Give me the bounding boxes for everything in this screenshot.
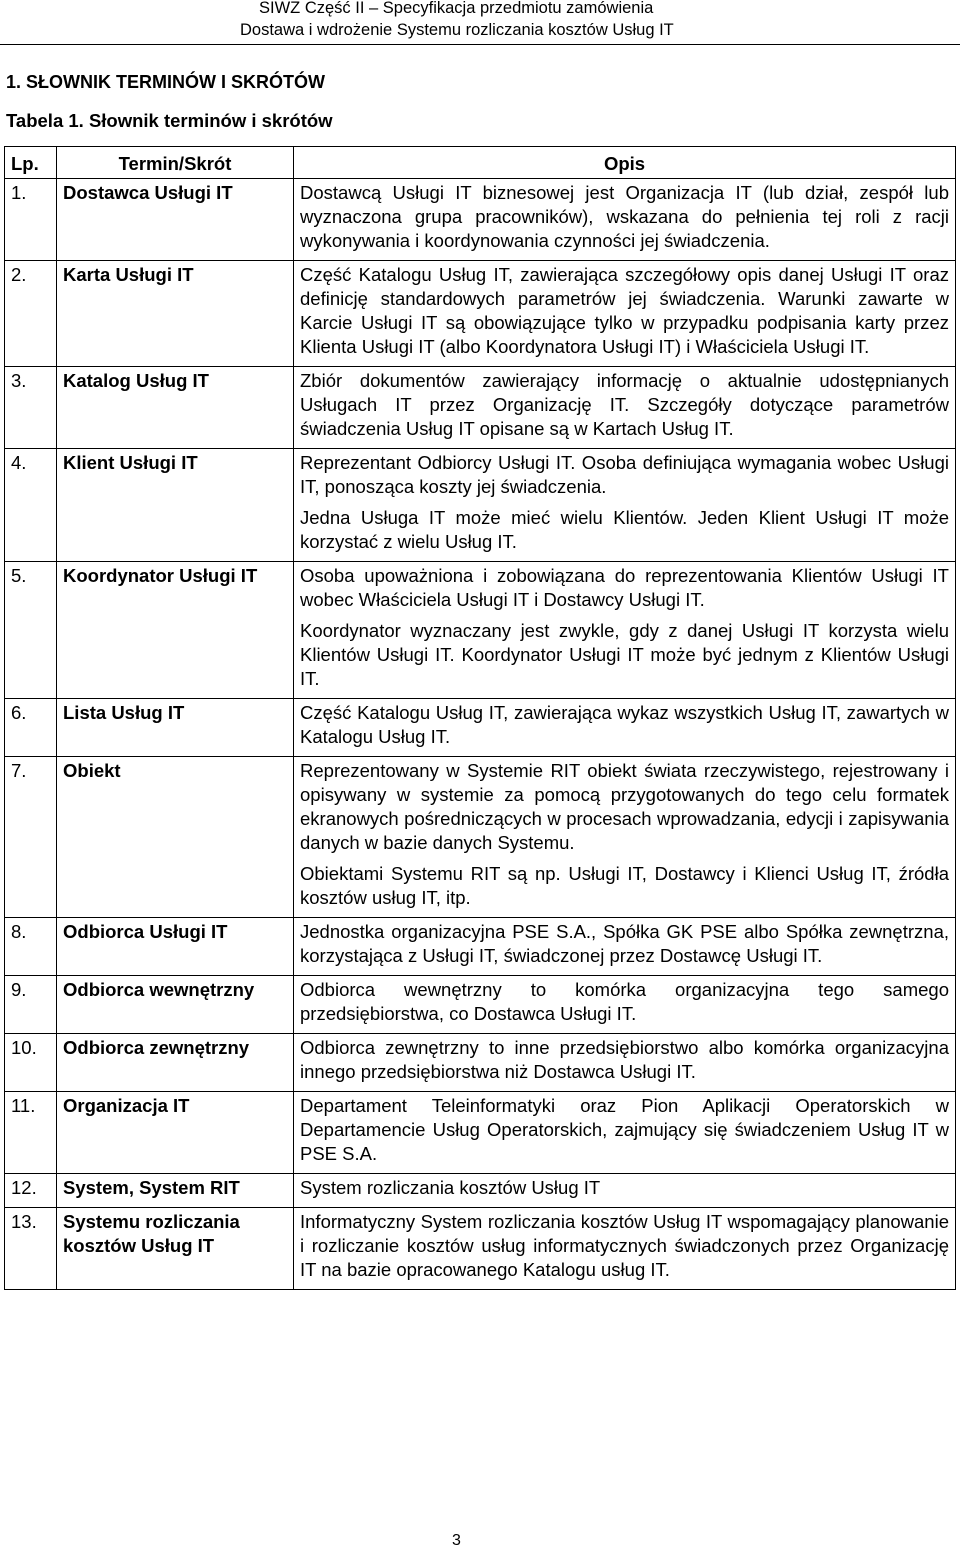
row-number: 12.	[5, 1174, 57, 1208]
row-number: 1.	[5, 179, 57, 261]
header-cell-term: Termin/Skrót	[57, 147, 294, 179]
table-row	[5, 757, 956, 918]
description-cell	[294, 976, 956, 1034]
description-paragraph: Reprezentant Odbiorcy Usługi IT. Osoba definiująca wymagania wobec Usługi IT, ponosząca koszty jej świadczenia.	[300, 452, 949, 497]
description-paragraph: Dostawcą Usługi IT biznesowej jest Organizacja IT (lub dział, zespół lub wyznaczona grupa pracowników), wskazana do pełnienia tej roli z racji wykonywania i koordynowania czynności jej świadczenia.	[300, 182, 949, 251]
description-cell	[294, 1174, 956, 1208]
header-project-title: Dostawa i wdrożenie Systemu rozliczania kosztów Usług IT	[240, 21, 674, 39]
row-number: 7.	[5, 757, 57, 918]
table-header-row	[5, 147, 956, 179]
term-cell: Lista Usług IT	[57, 699, 294, 757]
term-cell: Odbiorca Usługi IT	[57, 918, 294, 976]
terms-table-body	[5, 179, 956, 1290]
table-row	[5, 699, 956, 757]
description-cell	[294, 261, 956, 367]
description-paragraph: Odbiorca zewnętrzny to inne przedsiębiorstwo albo komórka organizacyjna innego przedsiębiorstwa niż Dostawca Usługi IT.	[300, 1037, 949, 1082]
row-number: 6.	[5, 699, 57, 757]
description-cell	[294, 562, 956, 699]
table-row	[5, 1208, 956, 1290]
table-row	[5, 918, 956, 976]
description-cell	[294, 1034, 956, 1092]
description-paragraph: Jednostka organizacyjna PSE S.A., Spółka GK PSE albo Spółka zewnętrzna, korzystająca z Usługi IT, świadczonej przez Dostawcę Usługi IT.	[300, 921, 949, 966]
table-row	[5, 976, 956, 1034]
description-cell	[294, 367, 956, 449]
row-number: 5.	[5, 562, 57, 699]
description-paragraph: Departament Teleinformatyki oraz Pion Aplikacji Operatorskich w Departamencie Usług Operatorskich, zajmujący się świadczeniem Usług IT w PSE S.A.	[300, 1095, 949, 1164]
description-cell	[294, 449, 956, 562]
description-cell	[294, 1208, 956, 1290]
term-cell: Karta Usługi IT	[57, 261, 294, 367]
section-title: 1. SŁOWNIK TERMINÓW I SKRÓTÓW	[6, 72, 325, 92]
term-cell: Obiekt	[57, 757, 294, 918]
description-cell	[294, 1092, 956, 1174]
table-caption: Tabela 1. Słownik terminów i skrótów	[6, 110, 333, 131]
term-cell: Dostawca Usługi IT	[57, 179, 294, 261]
description-paragraph: Obiektami Systemu RIT są np. Usługi IT, Dostawcy i Klienci Usług IT, źródła kosztów usług IT, itp.	[300, 863, 949, 908]
term-cell: Katalog Usług IT	[57, 367, 294, 449]
terms-table	[4, 146, 956, 1290]
table-row	[5, 1092, 956, 1174]
table-row	[5, 367, 956, 449]
page-header	[0, 0, 960, 45]
table-row	[5, 1034, 956, 1092]
table-row	[5, 261, 956, 367]
table-row	[5, 449, 956, 562]
description-cell	[294, 918, 956, 976]
row-number: 3.	[5, 367, 57, 449]
description-cell	[294, 179, 956, 261]
description-paragraph: Jedna Usługa IT może mieć wielu Klientów. Jeden Klient Usługi IT może korzystać z wielu Usług IT.	[300, 507, 949, 552]
description-paragraph: Część Katalogu Usług IT, zawierająca wykaz wszystkich Usług IT, zawartych w Katalogu Usług IT.	[300, 702, 949, 747]
description-paragraph: System rozliczania kosztów Usług IT	[300, 1177, 601, 1198]
row-number: 11.	[5, 1092, 57, 1174]
term-cell: Klient Usługi IT	[57, 449, 294, 562]
table-row	[5, 562, 956, 699]
header-document-title: SIWZ Część II – Specyfikacja przedmiotu zamówienia	[259, 0, 654, 17]
description-paragraph: Informatyczny System rozliczania kosztów Usług IT wspomagający planowanie i rozliczanie kosztów usług informatycznych świadczonych przez Organizację IT na bazie opracowanego Katalogu usług IT.	[300, 1211, 949, 1280]
row-number: 10.	[5, 1034, 57, 1092]
description-paragraph: Zbiór dokumentów zawierający informację o aktualnie udostępnianych Usługach IT przez Organizację IT. Szczegóły dotyczące parametrów świadczenia Usług IT opisane są w Kartach Usług IT.	[300, 370, 949, 439]
description-cell	[294, 699, 956, 757]
page-number: 3	[452, 1532, 461, 1549]
row-number: 2.	[5, 261, 57, 367]
row-number: 4.	[5, 449, 57, 562]
term-cell: Koordynator Usługi IT	[57, 562, 294, 699]
table-row	[5, 179, 956, 261]
header-cell-number: Lp.	[5, 147, 57, 179]
table-row	[5, 1174, 956, 1208]
term-cell: Organizacja IT	[57, 1092, 294, 1174]
description-cell	[294, 757, 956, 918]
description-paragraph: Odbiorca wewnętrzny to komórka organizacyjna tego samego przedsiębiorstwa, co Dostawca Usługi IT.	[300, 979, 949, 1024]
description-paragraph: Część Katalogu Usług IT, zawierająca szczegółowy opis danej Usługi IT oraz definicję standardowych parametrów jej świadczenia. Warunki zawarte w Karcie Usługi IT są obowiązujące tylko w przypadku podpisania karty przez Klienta Usługi IT (albo Koordynatora Usługi IT) i Właściciela Usługi IT.	[300, 264, 949, 357]
term-cell: System, System RIT	[57, 1174, 294, 1208]
row-number: 8.	[5, 918, 57, 976]
term-cell: Systemu rozliczania kosztów Usług IT	[57, 1208, 294, 1290]
term-cell: Odbiorca wewnętrzny	[57, 976, 294, 1034]
term-cell: Odbiorca zewnętrzny	[57, 1034, 294, 1092]
row-number: 9.	[5, 976, 57, 1034]
row-number: 13.	[5, 1208, 57, 1290]
description-paragraph: Osoba upoważniona i zobowiązana do reprezentowania Klientów Usługi IT wobec Właściciela Usługi IT i Dostawcy Usługi IT.	[300, 565, 949, 610]
description-paragraph: Reprezentowany w Systemie RIT obiekt świata rzeczywistego, rejestrowany i opisywany w systemie za pomocą przygotowanych do tego celu formatek ekranowych pośredniczących w procesach wprowadzania, edycji i zapisywania danych w bazie danych Systemu.	[300, 760, 949, 853]
header-cell-description: Opis	[294, 147, 956, 179]
description-paragraph: Koordynator wyznaczany jest zwykle, gdy z danej Usługi IT korzysta wielu Klientów Usługi IT. Koordynator Usługi IT może być jednym z Klientów Usługi IT.	[300, 620, 949, 689]
